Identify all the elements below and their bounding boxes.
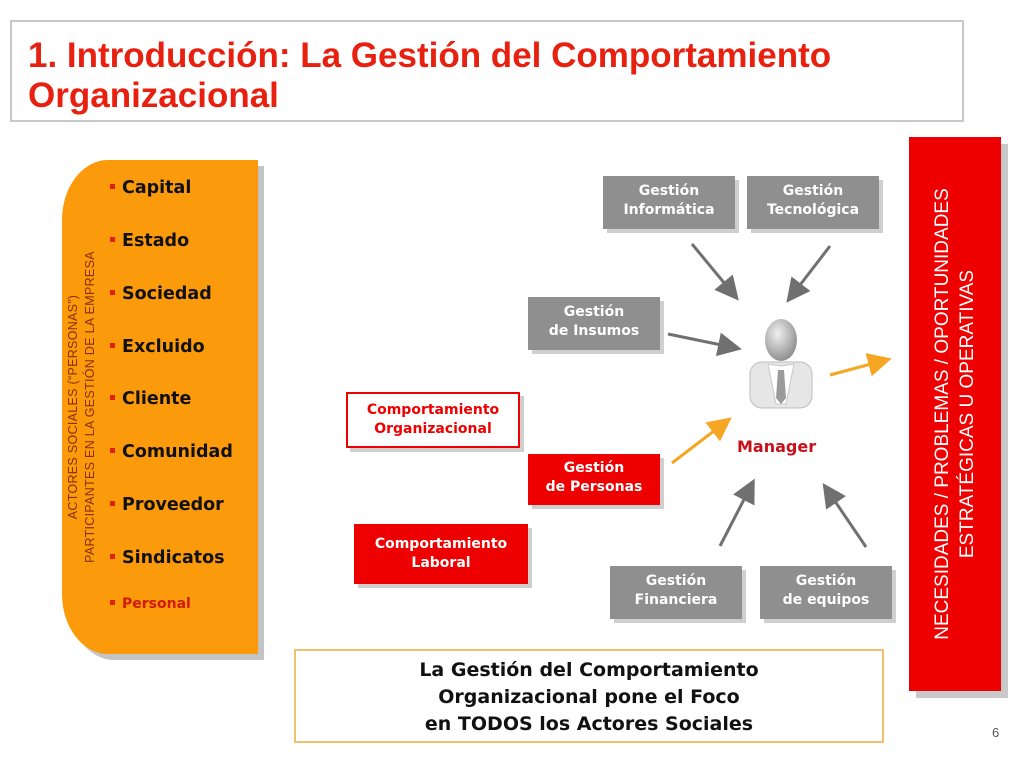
needs-bar-line1: NECESIDADES / PROBLEMAS / OPORTUNIDADES — [932, 188, 953, 640]
focus-line3: en TODOS los Actores Sociales — [424, 713, 754, 735]
box-gestion-tecnologica: Gestión Tecnológica — [747, 176, 879, 229]
needs-bar — [909, 137, 1001, 691]
actors-label-line1: ACTORES SOCIALES (“PERSONAS”) — [66, 294, 80, 520]
box-gestion-insumos: Gestión de Insumos — [528, 297, 660, 350]
arrow-personas-to-manager — [672, 421, 727, 463]
manager-figure-icon — [750, 319, 812, 408]
arrow-tecnologica-to-manager — [790, 246, 830, 298]
box-comportamiento-laboral: Comportamiento Laboral — [354, 524, 528, 584]
actor-item-proveedor: Proveedor — [110, 495, 224, 515]
focus-line2: Organizacional pone el Foco — [438, 686, 740, 708]
box-comportamiento-organizacional: Comportamiento Organizacional — [346, 392, 520, 448]
actors-label-line2: PARTICIPANTES EN LA GESTIÓN DE LA EMPRESA — [83, 251, 97, 563]
arrow-financiera-to-manager — [720, 484, 752, 546]
needs-bar-line2: ESTRATÉGICAS U OPERATIVAS — [957, 269, 978, 559]
actor-item-capital: Capital — [110, 178, 191, 198]
arrow-manager-to-needs — [830, 360, 886, 375]
box-gestion-financiera: Gestión Financiera — [610, 566, 742, 619]
actor-item-excluido: Excluido — [110, 337, 205, 357]
actor-item-estado: Estado — [110, 231, 189, 251]
focus-line1: La Gestión del Comportamiento — [419, 659, 759, 681]
actor-item-comunidad: Comunidad — [110, 442, 233, 462]
box-gestion-informatica: Gestión Informática — [603, 176, 735, 229]
actor-item-sociedad: Sociedad — [110, 284, 212, 304]
focus-statement-box — [294, 649, 884, 743]
page-title: 1. Introducción: La Gestión del Comportamiento Organizacional — [28, 36, 832, 115]
manager-label: Manager — [737, 437, 817, 456]
arrow-insumos-to-manager — [668, 334, 736, 348]
actor-item-personal: Personal — [110, 596, 191, 612]
page-number: 6 — [992, 725, 1000, 740]
box-gestion-personas: Gestión de Personas — [528, 454, 660, 505]
actor-item-cliente: Cliente — [110, 389, 191, 409]
actor-item-sindicatos: Sindicatos — [110, 548, 225, 568]
arrow-equipos-to-manager — [826, 488, 866, 547]
arrow-informatica-to-manager — [692, 244, 735, 296]
box-gestion-equipos: Gestión de equipos — [760, 566, 892, 619]
